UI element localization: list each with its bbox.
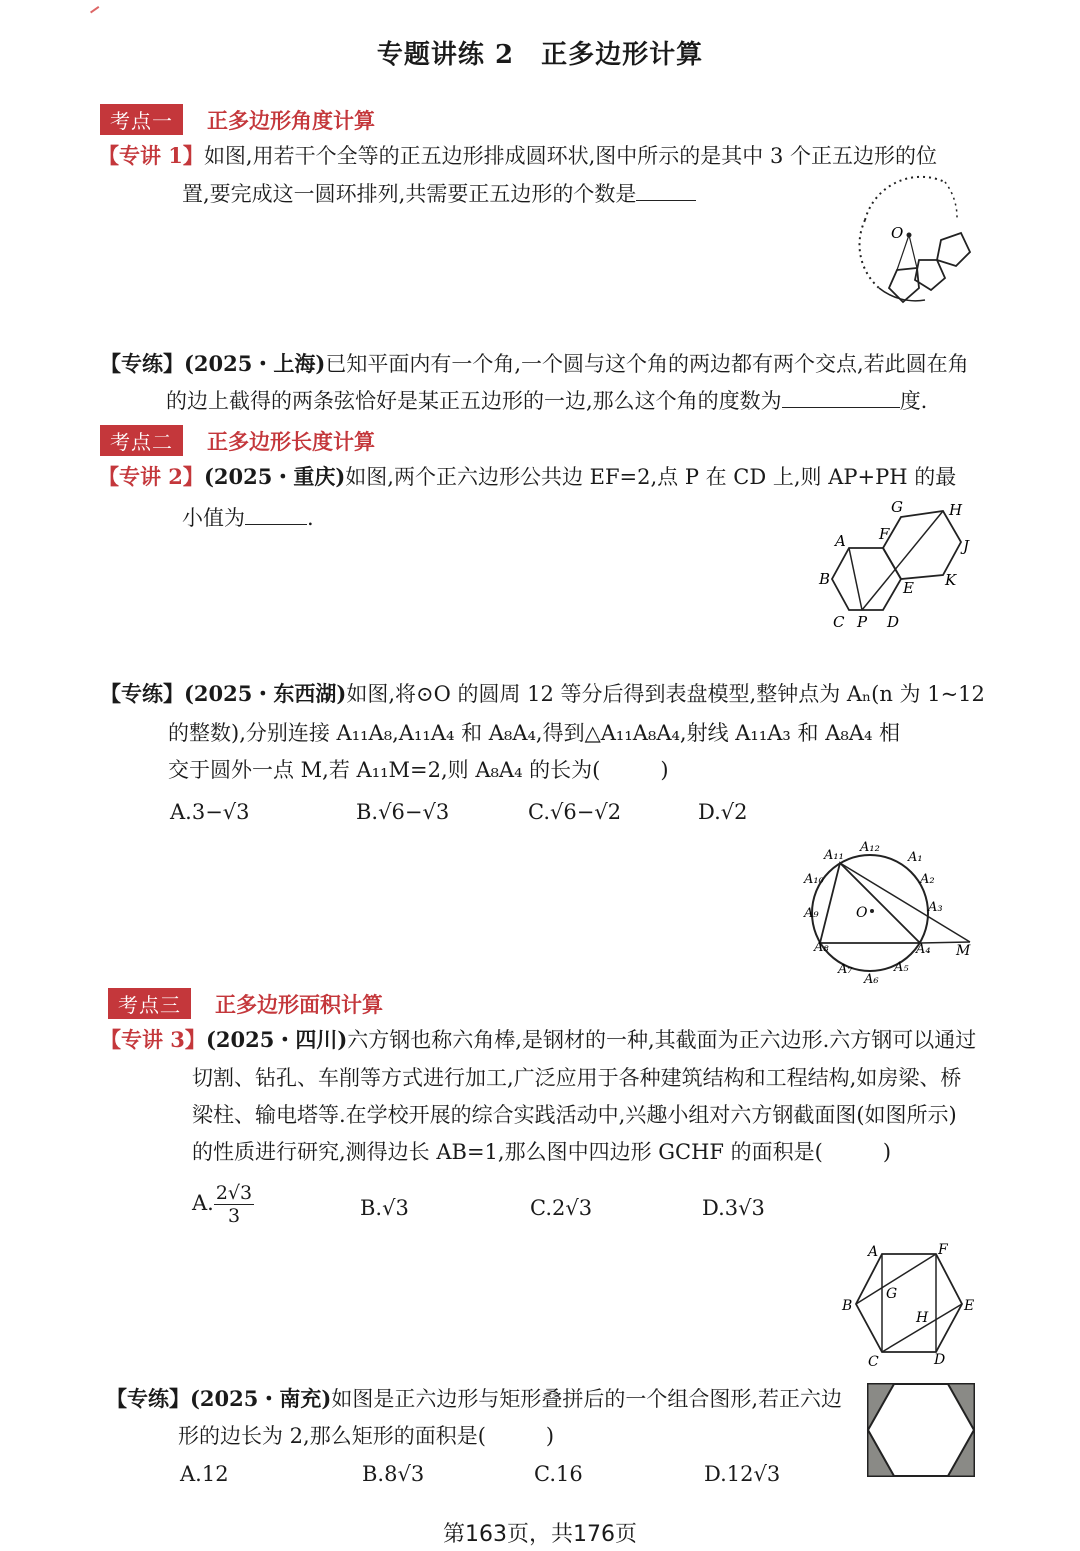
q3-line-4: [192, 1134, 891, 1170]
section-title: 正多边形面积计算: [215, 992, 383, 1017]
label-a11: A₁₁: [824, 848, 844, 863]
label-h: H: [916, 1310, 929, 1326]
question-text: 如图,将⊙O 的圆周 12 等分后得到表盘模型,整钟点为 Aₙ(n 为 1~12: [346, 682, 985, 706]
label-a3: A₃: [928, 900, 943, 915]
question-text: ): [545, 1424, 555, 1448]
p3-option-d[interactable]: D.12√3: [704, 1462, 781, 1486]
p2-line-3: [168, 752, 669, 788]
corner-mark: [90, 6, 104, 20]
label-m: M: [956, 943, 971, 959]
label-c: C: [868, 1354, 879, 1370]
label-h: H: [949, 501, 963, 519]
question-source: (2025・东西湖): [184, 681, 347, 706]
q2-line-2: [182, 500, 314, 536]
hexagon-right: [883, 511, 961, 579]
q3-line-3: [192, 1097, 957, 1133]
p3-option-b[interactable]: B.8√3: [362, 1462, 425, 1486]
answer-blank[interactable]: [636, 178, 696, 201]
question-text: 切割、钻孔、车削等方式进行加工,广泛应用于各种建筑结构和工程结构,如房梁、桥: [192, 1066, 962, 1090]
question-text: 小值为: [182, 506, 245, 530]
q3-option-b[interactable]: B.√3: [360, 1196, 409, 1220]
section-header-2: [100, 425, 375, 456]
answer-blank[interactable]: [782, 385, 900, 408]
section-header-3: [108, 988, 383, 1019]
section-title: 正多边形长度计算: [207, 429, 375, 454]
section-tag: 考点二: [100, 425, 183, 456]
hexagon: [856, 1254, 962, 1352]
question-text: .: [307, 506, 314, 530]
label-f: F: [879, 525, 890, 543]
label-a6: A₆: [864, 972, 879, 987]
question-source: (2025・上海): [184, 351, 326, 376]
question-label: 【专练】: [106, 1386, 190, 1411]
q3-option-c[interactable]: C.2√3: [530, 1196, 593, 1220]
label-a2: A₂: [920, 872, 935, 887]
question-text: 如图,两个正六边形公共边 EF=2,点 P 在 CD 上,则 AP+PH 的最: [345, 465, 957, 489]
section-tag: 考点三: [108, 988, 191, 1019]
q3-option-a[interactable]: [192, 1182, 254, 1227]
label-f: F: [938, 1242, 948, 1258]
question-label: 【专练】: [100, 681, 184, 706]
label-k: K: [945, 571, 957, 589]
q3-line-2: [192, 1060, 961, 1096]
hex-steel-figure: [838, 1240, 983, 1370]
option-letter: A.: [192, 1191, 214, 1215]
p3-line-1: [106, 1381, 842, 1417]
question-label: 【专讲 2】: [98, 464, 204, 489]
question-source: (2025・南充): [190, 1386, 332, 1411]
label-g: G: [886, 1286, 898, 1302]
hex-rectangle-figure: [864, 1380, 978, 1480]
question-text: 置,要完成这一圆环排列,共需要正五边形的个数是: [182, 182, 637, 206]
question-text: 如图是正六边形与矩形叠拼后的一个组合图形,若正六边: [331, 1387, 843, 1411]
section-title: 正多边形角度计算: [207, 108, 375, 133]
label-e: E: [964, 1298, 975, 1314]
question-text: 形的边长为 2,那么矩形的面积是(: [178, 1424, 486, 1448]
label-a1: A₁: [908, 850, 923, 865]
segment-ap: [849, 548, 862, 610]
label-a4: A₄: [916, 942, 931, 957]
dotted-arc: [865, 177, 945, 220]
label-d: D: [887, 613, 900, 631]
p3-line-2: [178, 1418, 554, 1454]
q1-line-1: [98, 138, 937, 174]
label-a5: A₅: [894, 960, 909, 975]
p2-option-b[interactable]: B.√6−√3: [356, 800, 450, 824]
p2-option-c[interactable]: C.√6−√2: [528, 800, 622, 824]
p3-option-c[interactable]: C.16: [534, 1462, 583, 1486]
p2-option-d[interactable]: D.√2: [698, 800, 748, 824]
label-a: A: [835, 532, 846, 550]
question-text: ): [660, 758, 669, 782]
pentagon-1: [937, 233, 970, 266]
label-a12: A₁₂: [860, 840, 880, 855]
answer-blank[interactable]: [245, 502, 307, 525]
label-b: B: [819, 570, 831, 588]
p1-line-2: [166, 383, 927, 419]
p2-option-a[interactable]: A.3−√3: [170, 800, 250, 824]
question-text: ): [882, 1140, 892, 1164]
question-source: (2025・重庆): [203, 464, 346, 489]
label-p: P: [857, 613, 868, 631]
label-b: B: [842, 1298, 853, 1314]
label-d: D: [934, 1352, 946, 1368]
ray-a11-a3: [840, 863, 970, 942]
q1-line-2: [182, 176, 696, 212]
q3-line-1: [100, 1022, 976, 1058]
label-c: C: [833, 613, 845, 631]
label-g: G: [891, 498, 903, 516]
p2-line-1: [100, 676, 985, 712]
question-text: 交于圆外一点 M,若 A₁₁M=2,则 A₈A₄ 的长为(: [168, 758, 601, 782]
label-a7: A₇: [838, 962, 853, 977]
label-e: E: [903, 579, 914, 597]
clock-circle: [812, 855, 928, 971]
label-o: O: [891, 224, 904, 242]
page-title: 专题讲练 2 正多边形计算: [376, 40, 704, 70]
p1-line-1: [100, 346, 969, 382]
label-a9: A₉: [804, 906, 819, 921]
question-label: 【专讲 1】: [98, 143, 204, 168]
question-text: 梁柱、输电塔等.在学校开展的综合实践活动中,兴趣小组对六方钢截面图(如图所示): [192, 1103, 957, 1127]
question-text: 的边上截得的两条弦恰好是某正五边形的一边,那么这个角的度数为: [166, 389, 782, 413]
q2-line-1: [98, 459, 956, 495]
question-label: 【专练】: [100, 351, 184, 376]
page-footer: 第163页，共176页: [443, 1522, 637, 1547]
label-a8: A₈: [814, 940, 829, 955]
p2-line-2: [168, 715, 900, 751]
question-source: (2025・四川): [205, 1027, 348, 1052]
question-text: 度.: [899, 389, 928, 413]
fraction-denominator: 3: [227, 1205, 241, 1227]
two-hexagons-figure: [815, 495, 985, 635]
question-text: 如图,用若干个全等的正五边形排成圆环状,图中所示的是其中 3 个正五边形的位: [203, 144, 937, 168]
fraction-numerator: 2√3: [215, 1182, 253, 1204]
question-text: 的整数),分别连接 A₁₁A₈,A₁₁A₄ 和 A₈A₄,得到△A₁₁A₈A₄,射线 A₁₁A₃ 和 A₈A₄ 相: [168, 721, 901, 745]
question-label: 【专讲 3】: [100, 1027, 206, 1052]
q3-option-d[interactable]: D.3√3: [702, 1196, 765, 1220]
question-text: 已知平面内有一个角,一个圆与这个角的两边都有两个交点,若此圆在角: [325, 352, 969, 376]
p3-option-a[interactable]: A.12: [180, 1462, 229, 1486]
question-text: 六方钢也称六角棒,是钢材的一种,其截面为正六边形.六方钢可以通过: [347, 1028, 977, 1052]
label-j: J: [963, 537, 970, 555]
section-tag: 考点一: [100, 104, 183, 135]
label-a10: A₁₀: [804, 872, 824, 887]
section-header-1: [100, 104, 375, 135]
question-text: 的性质进行研究,测得边长 AB=1,那么图中四边形 GCHF 的面积是(: [192, 1140, 823, 1164]
clock-figure: [800, 835, 980, 995]
label-a: A: [868, 1244, 879, 1260]
label-o: O: [856, 905, 868, 921]
hexagon-left: [832, 548, 901, 610]
pentagon-ring-figure: [845, 170, 985, 310]
fraction: [214, 1182, 254, 1227]
